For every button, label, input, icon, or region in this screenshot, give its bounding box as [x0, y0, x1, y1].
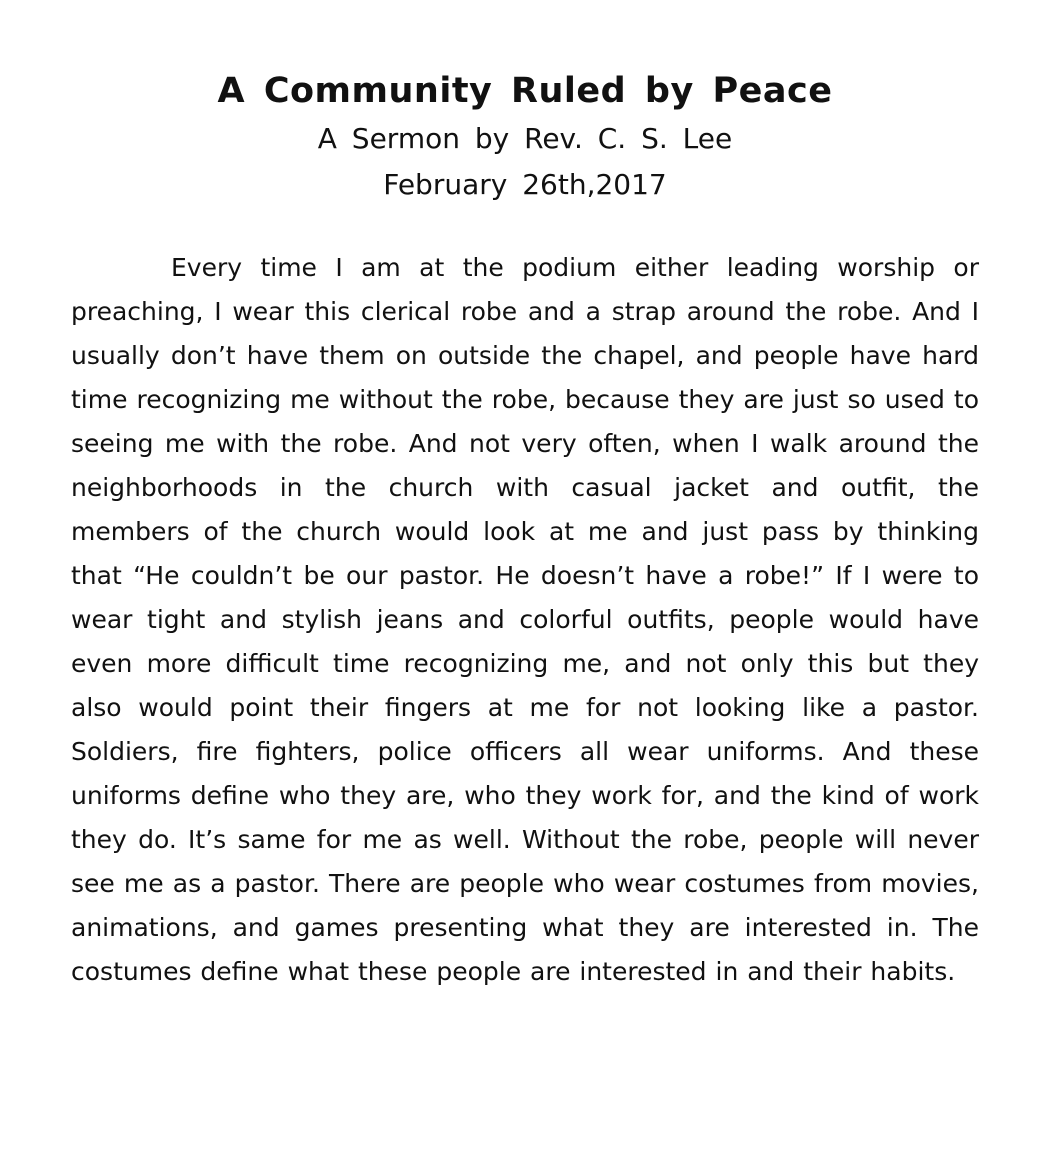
body-paragraph: Every time I am at the podium either leading worship or preaching, I wear this clerical robe and a strap around the robe. And I usually don’t have them on outside the chapel, and people have hard time recognizing me without the robe, because they are just so used to seeing me with the robe. And not very often, when I walk around the neighborhoods in the church with casual jacket and outfit, the members of the church would look at me and just pass by thinking that “He couldn’t be our pastor. He doesn’t have a robe!” If I were to wear tight and stylish jeans and colorful outfits, people would have even more difficult time recognizing me, and not only this but they also would point their fingers at me for not looking like a pastor. Soldiers, fire fighters, police officers all wear uniforms. And these uniforms define who they are, who they work for, and the kind of work they do. It’s same for me as well. Without the robe, people will never see me as a pastor. There are people who wear costumes from movies, animations, and games presenting what they are interested in. The costumes define what these people are interested in and their habits.: [71, 253, 979, 986]
document-subtitle: A Sermon by Rev. C. S. Lee: [317, 122, 733, 155]
document-title: A Community Ruled by Peace: [217, 71, 833, 111]
document-date: February 26th,2017: [383, 168, 667, 201]
